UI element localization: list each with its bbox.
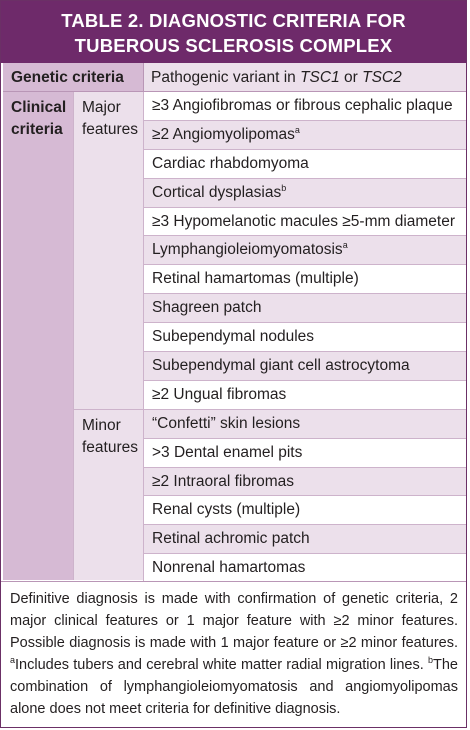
footnote-marker-b: b (427, 655, 433, 666)
minor-item: >3 Dental enamel pits (143, 439, 466, 468)
minor-item: Renal cysts (multiple) (143, 496, 466, 525)
major-item: ≥2 Ungual fibromas (143, 381, 466, 410)
table-title-line1: TABLE 2. DIAGNOSTIC CRITERIA FOR (61, 10, 406, 31)
genetic-value-mid: or (339, 69, 363, 86)
major-item: Retinal hamartomas (multiple) (143, 265, 466, 294)
minor-features-label (73, 410, 143, 580)
gene-tsc2: TSC2 (362, 69, 402, 86)
major-label-line2: features (82, 121, 139, 138)
genetic-criteria-value (143, 63, 466, 92)
footnote-main: Definitive diagnosis is made with confirmation of genetic criteria, 2 major clinical features or 1 major feature with ≥2 minor features. Possible diagnosis is made with 1 major feature or ≥2 minor features. (10, 591, 458, 651)
major-item: Cortical dysplasias$^b$ (143, 179, 466, 208)
major-label-line1: Major (82, 99, 121, 116)
minor-label-line2: features (82, 439, 139, 456)
minor-item: “Confetti” skin lesions (143, 410, 466, 439)
major-item: Cardiac rhabdomyoma (143, 150, 466, 179)
minor-item: ≥2 Intraoral fibromas (143, 468, 466, 497)
genetic-value-prefix: Pathogenic variant in (151, 69, 301, 86)
major-features-label (73, 92, 143, 410)
major-item: Subependymal giant cell astrocytoma (143, 352, 466, 381)
major-item: ≥2 Angiomyolipomas$^a$ (143, 121, 466, 150)
major-item: ≥3 Angiofibromas or fibrous cephalic plaque (143, 92, 466, 121)
table-title-line2: TUBEROUS SCLEROSIS COMPLEX (74, 35, 393, 56)
clinical-label-line2: criteria (11, 121, 63, 138)
table-footnote (1, 581, 466, 727)
table-title (1, 1, 466, 63)
major-item: Shagreen patch (143, 294, 466, 323)
major-item: Lymphangioleiomyomatosis$^a$ (143, 236, 466, 265)
criteria-items (143, 92, 466, 583)
footnote-note-b: The combination of lymphangioleiomyomatosis and angiomyolipomas alone does not meet criteria for definitive diagnosis. (10, 657, 458, 717)
minor-item: Retinal achromic patch (143, 525, 466, 554)
minor-label-line1: Minor (82, 417, 121, 434)
major-item: Subependymal nodules (143, 323, 466, 352)
clinical-label-line1: Clinical (11, 99, 67, 116)
minor-item: Nonrenal hamartomas (143, 554, 466, 583)
footnote-note-a: Includes tubers and cerebral white matter radial migration lines. (15, 657, 428, 673)
genetic-criteria-label: Genetic criteria (3, 63, 143, 92)
footnote-marker-a: a (10, 655, 16, 666)
gene-tsc1: TSC1 (300, 69, 340, 86)
clinical-criteria-label (3, 92, 73, 580)
major-item: ≥3 Hypomelanotic macules ≥5-mm diameter (143, 208, 466, 237)
